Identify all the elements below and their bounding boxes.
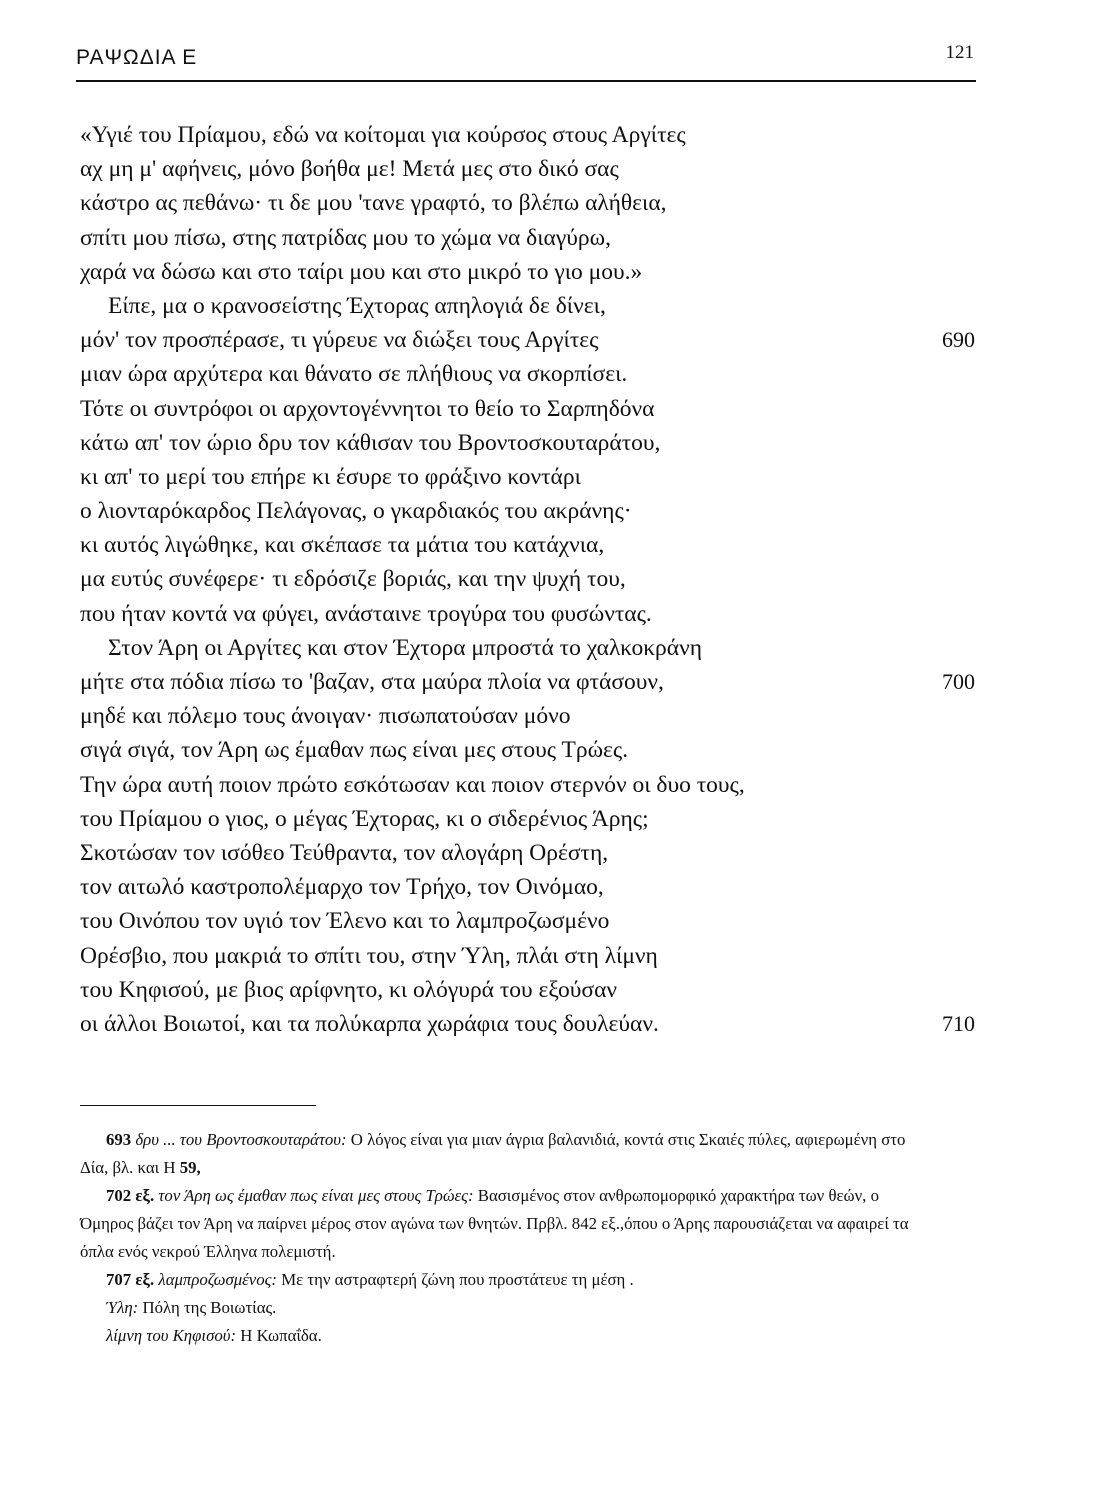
- chapter-title: ΡΑΨΩΔΙΑ Ε: [76, 46, 198, 69]
- footnote-term: Ύλη:: [106, 1298, 139, 1317]
- verse-line-text: του Κηφισού, με βιος αρίφνητο, κι ολόγυρά του εξούσαν: [80, 976, 618, 1003]
- verse-line-text: κάτω απ' τον ώριο δρυ τον κάθισαν του Βροντοσκουταράτου,: [80, 429, 661, 456]
- verse-line: [80, 528, 990, 562]
- verse-line: [80, 118, 990, 152]
- verse-line: [80, 494, 990, 528]
- page-header: [76, 40, 976, 86]
- verse-line-text: που ήταν κοντά να φύγει, ανάσταινε τρογύρα του φυσώντας.: [80, 600, 652, 627]
- verse-text: [80, 118, 990, 1041]
- footnote-separator: [80, 1105, 316, 1106]
- footnotes: [80, 1126, 930, 1350]
- verse-line-text: σιγά σιγά, τον Άρη ως έμαθαν πως είναι μες στους Τρώες.: [80, 737, 629, 764]
- header-rule: [76, 80, 976, 82]
- verse-line: [80, 152, 990, 186]
- verse-line-text: Στον Άρη οι Αργίτες και στον Έχτορα μπροστά το χαλκοκράνη: [108, 634, 703, 661]
- verse-line: [80, 939, 990, 973]
- verse-line: [80, 768, 990, 802]
- footnote-text: Ο λόγος είναι για μιαν άγρια βαλανιδιά, κοντά στις Σκαιές πύλες, αφιερωμένη στο Δία, βλ. και Η: [80, 1130, 906, 1177]
- verse-line-text: χαρά να δώσω και στο ταίρι μου και στο μικρό το γιο μου.»: [80, 258, 643, 285]
- footnote-term: δρυ ... του Βροντοσκουταράτου:: [135, 1130, 347, 1149]
- verse-line-text: κάστρο ας πεθάνω· τι δε μου 'τανε γραφτό, το βλέπω αλήθεια,: [80, 190, 667, 217]
- verse-line: [80, 289, 990, 323]
- verse-line: [80, 597, 990, 631]
- verse-line: [80, 904, 990, 938]
- verse-line-text: Σκοτώσαν τον ισόθεο Τεύθραντα, τον αλογάρη Ορέστη,: [80, 839, 609, 866]
- verse-line-text: μηδέ και πόλεμο τους άνοιγαν· πισωπατούσαν μόνο: [80, 703, 571, 730]
- verse-line: [80, 323, 990, 357]
- verse-line: [80, 562, 990, 596]
- footnote-term: τον Άρη ως έμαθαν πως είναι μες στους Τρώες:: [158, 1186, 474, 1205]
- verse-line-text: Ορέσβιο, που μακριά το σπίτι του, στην Ύλη, πλάι στη λίμνη: [80, 942, 658, 969]
- footnote-tail: 59,: [179, 1158, 201, 1177]
- verse-line: [80, 802, 990, 836]
- line-number: 690: [942, 327, 975, 353]
- verse-line-text: αχ μη μ' αφήνεις, μόνο βοήθα με! Μετά μες στο δικό σας: [80, 156, 619, 183]
- verse-line: [80, 357, 990, 391]
- footnote-subentry: [80, 1322, 930, 1350]
- footnote-subentry: [80, 1294, 930, 1322]
- verse-line: [80, 221, 990, 255]
- verse-line: [80, 460, 990, 494]
- line-number: 700: [942, 669, 975, 694]
- verse-line-text: Είπε, μα ο κρανοσείστης Έχτορας απηλογιά δε δίνει,: [108, 292, 606, 319]
- verse-line: [80, 426, 990, 460]
- verse-line: [80, 665, 990, 699]
- footnote: [80, 1266, 930, 1294]
- footnote-ref: 693: [106, 1130, 132, 1149]
- verse-line: [80, 870, 990, 904]
- verse-line-text: μα ευτύς συνέφερε· τι εδρόσιζε βοριάς, και την ψυχή του,: [80, 566, 626, 593]
- verse-line: [80, 1007, 990, 1041]
- footnote-text: Βασισμένος στον ανθρωπομορφικό χαρακτήρα των θεών, ο Όμηρος βάζει τον Άρη να παίρνει μέρος στον αγώνα των θνητών. Πρβλ. 842 εξ.,όπου ο Άρης παρουσιάζεται να αφαιρεί τα όπλα ενός νεκρού Έλληνα πολεμιστή.: [80, 1186, 909, 1261]
- verse-line: [80, 973, 990, 1007]
- verse-line-text: Τότε οι συντρόφοι οι αρχοντογέννητοι το θείο το Σαρπηδόνα: [80, 395, 655, 422]
- verse-line-text: τον αιτωλό καστροπολέμαρχο τον Τρήχο, τον Οινόμαο,: [80, 874, 604, 901]
- verse-line-text: κι αυτός λιγώθηκε, και σκέπασε τα μάτια του κατάχνια,: [80, 532, 605, 559]
- verse-line: [80, 699, 990, 733]
- line-number: 710: [942, 1010, 975, 1036]
- verse-line-text: του Οινόπου τον υγιό τον Έλενο και το λαμπροζωσμένο: [80, 908, 610, 935]
- verse-line-text: μόν' τον προσπέρασε, τι γύρευε να διώξει τους Αργίτες: [80, 327, 599, 354]
- verse-line-text: του Πρίαμου ο γιος, ο μέγας Έχτορας, κι ο σιδερένιος Άρης;: [80, 805, 649, 832]
- footnote-term: λαμπροζωσμένος:: [158, 1270, 278, 1289]
- verse-line-text: οι άλλοι Βοιωτοί, και τα πολύκαρπα χωράφια τους δουλεύαν.: [80, 1010, 659, 1037]
- page-number: 121: [945, 42, 974, 63]
- footnote-text: Με την αστραφτερή ζώνη που προστάτευε τη μέση .: [281, 1270, 634, 1289]
- footnote-term: λίμνη του Κηφισού:: [106, 1326, 237, 1345]
- footnote: [80, 1126, 930, 1182]
- verse-line-text: «Υγιέ του Πρίαμου, εδώ να κοίτομαι για κούρσος στους Αργίτες: [80, 122, 686, 148]
- footnote-ref: 702 εξ.: [106, 1186, 155, 1205]
- footnote-text: Η Κωπαΐδα.: [240, 1326, 322, 1345]
- verse-line-text: σπίτι μου πίσω, στης πατρίδας μου το χώμα να διαγύρω,: [80, 224, 611, 251]
- verse-line-text: κι απ' το μερί του επήρε κι έσυρε το φράξινο κοντάρι: [80, 463, 581, 490]
- verse-line: [80, 836, 990, 870]
- verse-line-text: μήτε στα πόδια πίσω το 'βαζαν, στα μαύρα πλοία να φτάσουν,: [80, 669, 664, 695]
- verse-line: [80, 631, 990, 665]
- verse-line: [80, 186, 990, 220]
- verse-line: [80, 255, 990, 289]
- footnote-ref: 707 εξ.: [106, 1270, 155, 1289]
- verse-line-text: μιαν ώρα αρχύτερα και θάνατο σε πλήθιους να σκορπίσει.: [80, 361, 628, 388]
- verse-line-text: ο λιονταρόκαρδος Πελάγονας, ο γκαρδιακός του ακράνης·: [80, 498, 632, 525]
- footnote-text: Πόλη της Βοιωτίας.: [142, 1298, 277, 1317]
- verse-line-text: Την ώρα αυτή ποιον πρώτο εσκότωσαν και ποιον στερνόν οι δυο τους,: [80, 771, 745, 798]
- footnote: [80, 1182, 930, 1266]
- verse-line: [80, 733, 990, 767]
- verse-line: [80, 392, 990, 426]
